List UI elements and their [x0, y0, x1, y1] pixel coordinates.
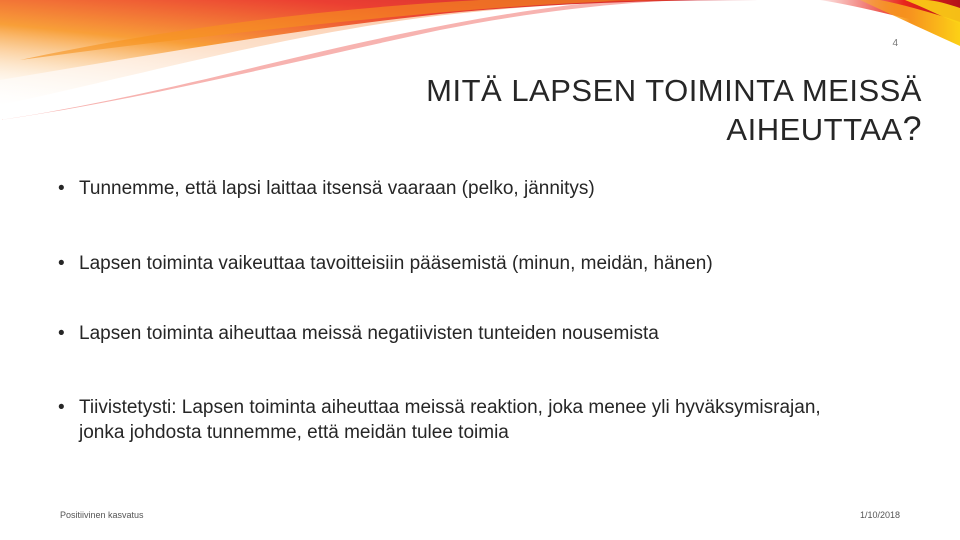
title-question-mark: ? — [902, 110, 922, 148]
footer-date: 1/10/2018 — [859, 510, 900, 520]
slide-title — [282, 72, 922, 149]
title-line-2 — [282, 110, 922, 149]
bullet-item: • Tiivistetysti: Lapsen toiminta aiheuttaa meissä reaktion, joka menee yli hyväksymisrajan, jonka johdosta tunnemme, että meidän tulee toimia — [58, 395, 839, 445]
title-line-1: MITÄ LAPSEN TOIMINTA MEISSÄ — [426, 73, 922, 108]
slide-number: 4 — [892, 38, 898, 49]
bullet-list — [58, 176, 918, 445]
title-line-2-text: AIHEUTTAA — [726, 112, 903, 147]
bullet-item: • Lapsen toiminta vaikeuttaa tavoitteisiin pääsemistä (minun, meidän, hänen) — [58, 251, 918, 276]
bullet-item: • Lapsen toiminta aiheuttaa meissä negatiivisten tunteiden nousemista — [58, 321, 918, 346]
footer-text: Positiivinen kasvatus — [60, 510, 144, 520]
bullet-item: • Tunnemme, että lapsi laittaa itsensä vaaraan (pelko, jännitys) — [58, 176, 918, 201]
